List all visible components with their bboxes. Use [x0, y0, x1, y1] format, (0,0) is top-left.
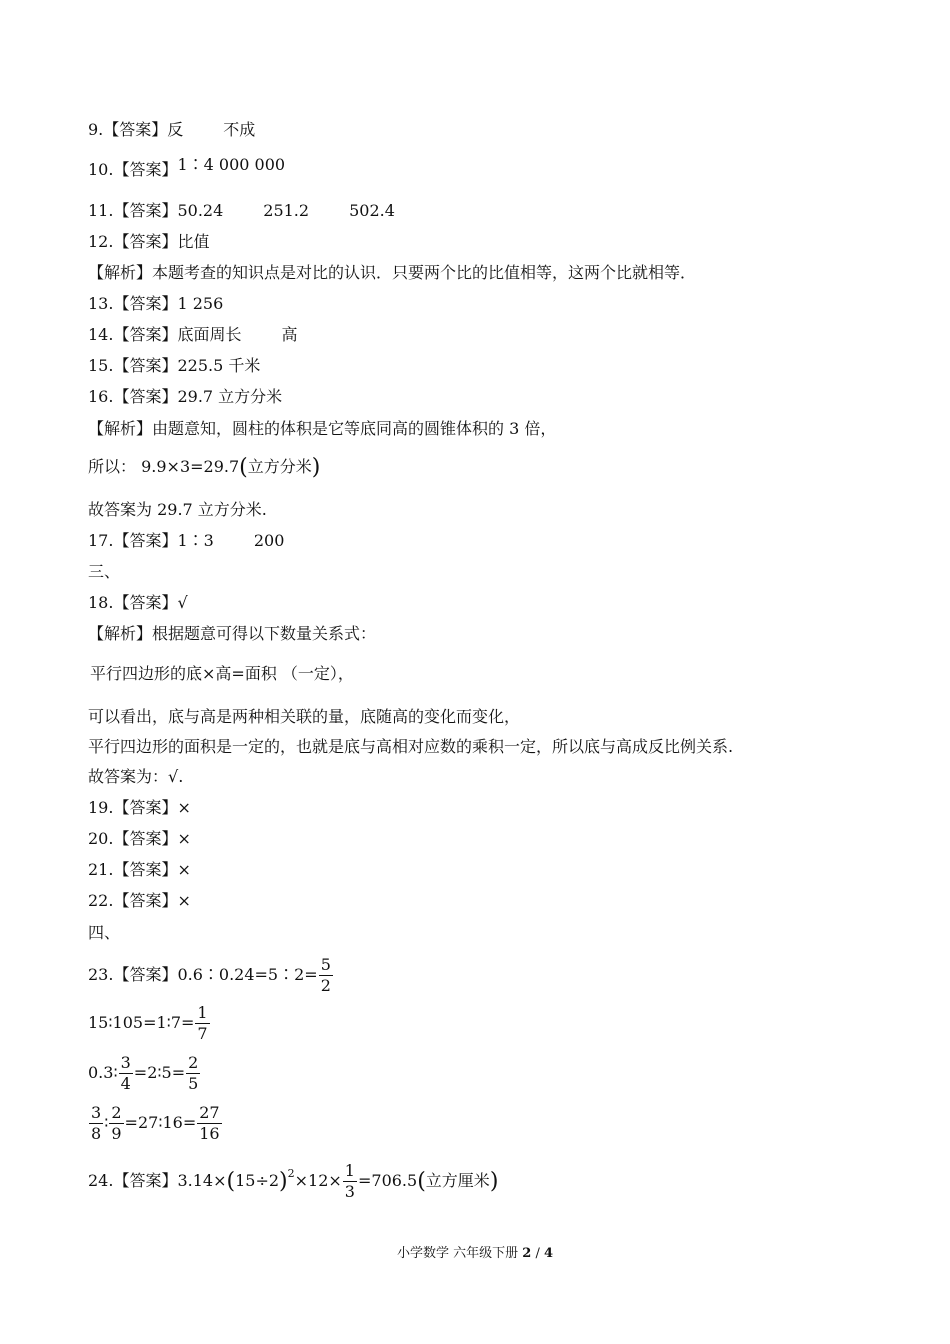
fraction: $\frac{27}{16}$ [199, 1103, 220, 1143]
ratio-expression: 0.6∶0.24=5∶2= [177, 965, 318, 984]
fraction: $\frac{2}{9}$ [111, 1103, 122, 1143]
answer-value: 200 [253, 531, 285, 550]
answer-label: 20.【答案】 [88, 829, 178, 848]
answer-label: 9.【答案】 [88, 120, 168, 139]
page-separator: / [535, 1246, 540, 1261]
page-number: 2 [522, 1246, 532, 1261]
answer-q19 [88, 797, 191, 819]
answer-q11 [88, 200, 395, 222]
fraction: $\frac{1}{3}$ [344, 1161, 355, 1201]
footer-subject: 小学数学 [396, 1246, 449, 1261]
answer-label: 18.【答案】 [88, 593, 178, 612]
answer-label: 15.【答案】 [88, 356, 178, 375]
answer-value: 50.24 [177, 201, 224, 220]
answer-value: 比值 [177, 232, 210, 251]
answer-q15 [88, 355, 260, 377]
fraction: $\frac{2}{5}$ [188, 1053, 199, 1093]
answer-value: 1∶3 [177, 531, 214, 550]
calc-expression: 9.9×3=29.7 [141, 457, 240, 476]
calc-unit: 立方厘米 [425, 1171, 490, 1190]
analysis-q16: 【解析】由题意知，圆柱的体积是它等底同高的圆锥体积的 3 倍， [88, 419, 557, 438]
answer-value: × [177, 798, 191, 817]
fraction: $\frac{3}{4}$ [120, 1053, 131, 1093]
page-total: 4 [543, 1246, 554, 1261]
answer-q10 [88, 155, 286, 181]
answer-value: 251.2 [263, 201, 310, 220]
answer-value: 1∶4 000 000 [177, 155, 286, 174]
answer-q17 [88, 530, 284, 552]
answer-q23-line2 [88, 1003, 211, 1044]
calc-prefix: 所以： [88, 457, 137, 476]
ratio-expression: 15∶105=1∶7= [88, 1013, 195, 1032]
relation-q18: 平行四边形的底×高=面积 （一定）， [90, 664, 354, 683]
explanation-q18-line1: 可以看出，底与高是两种相关联的量，底随高的变化而变化， [88, 707, 521, 726]
answer-value: 502.4 [349, 201, 395, 220]
answer-value: 底面周长 [177, 325, 242, 344]
answer-q24: 24.【答案】$3.14\times(15\div 2)^2\times 12\times$ $\frac{1}{3}$ =706.5(立方厘米) [88, 1161, 499, 1201]
analysis-q18: 【解析】根据题意可得以下数量关系式： [88, 624, 377, 643]
answer-label: 16.【答案】 [88, 387, 178, 406]
answer-label: 17.【答案】 [88, 531, 178, 550]
answer-q14 [88, 324, 297, 346]
answer-value: × [177, 860, 191, 879]
answer-value: 1 256 [177, 294, 224, 313]
answer-value: 高 [281, 325, 298, 344]
answer-q18 [88, 592, 188, 614]
fraction: $\frac{5}{2}$ [320, 955, 331, 995]
answer-label: 22.【答案】 [88, 891, 178, 910]
fraction: $\frac{1}{7}$ [197, 1003, 208, 1043]
answer-value: 29.7 立方分米 [177, 387, 283, 406]
answer-value: 不成 [223, 120, 256, 139]
fraction: $\frac{3}{8}$ [91, 1103, 102, 1143]
answer-label: 10.【答案】 [88, 160, 178, 179]
answer-label: 13.【答案】 [88, 294, 178, 313]
answer-value: × [177, 891, 191, 910]
answer-q13 [88, 293, 223, 315]
answer-value: √ [177, 593, 188, 612]
section-heading-3: 三、 [88, 562, 121, 581]
answer-q12 [88, 231, 209, 253]
footer-grade: 六年级下册 [453, 1246, 519, 1261]
analysis-q12: 【解析】本题考查的知识点是对比的认识．只要两个比的比值相等，这两个比就相等． [88, 263, 697, 282]
answer-q23-line4: $\frac{3}{8}$ ∶ $\frac{2}{9}$ =27∶16= $\frac{27}{16}$ [91, 1103, 220, 1143]
answer-label: 12.【答案】 [88, 232, 178, 251]
answer-label: 21.【答案】 [88, 860, 178, 879]
calculation-q16: 所以： 9.9×3=29.7(立方分米) [88, 455, 321, 480]
calc-unit: 立方分米 [247, 457, 312, 476]
answer-label: 23.【答案】 [88, 965, 178, 984]
page-footer [0, 1245, 950, 1263]
section-heading-4: 四、 [88, 923, 121, 942]
answer-q16 [88, 386, 282, 408]
answer-q23-line3: 0.3∶ $\frac{3}{4}$ =2∶5= $\frac{2}{5}$ [88, 1053, 199, 1093]
answer-label: 11.【答案】 [88, 201, 178, 220]
answer-q21 [88, 859, 191, 881]
answer-q20 [88, 828, 191, 850]
answer-label: 24.【答案】 [88, 1171, 178, 1190]
answer-q23-line1 [88, 955, 334, 996]
answer-value: 225.5 千米 [177, 356, 261, 375]
answer-value: × [177, 829, 191, 848]
explanation-q18-line2: 平行四边形的面积是一定的，也就是底与高相对应数的乘积一定，所以底与高成反比例关系. [88, 737, 734, 756]
conclusion-q18: 故答案为：√. [88, 767, 184, 786]
answer-q22 [88, 890, 191, 912]
conclusion-q16: 故答案为 29.7 立方分米. [88, 500, 267, 519]
answer-q9 [88, 119, 255, 141]
answer-label: 19.【答案】 [88, 798, 178, 817]
answer-label: 14.【答案】 [88, 325, 178, 344]
answer-value: 反 [167, 120, 184, 139]
